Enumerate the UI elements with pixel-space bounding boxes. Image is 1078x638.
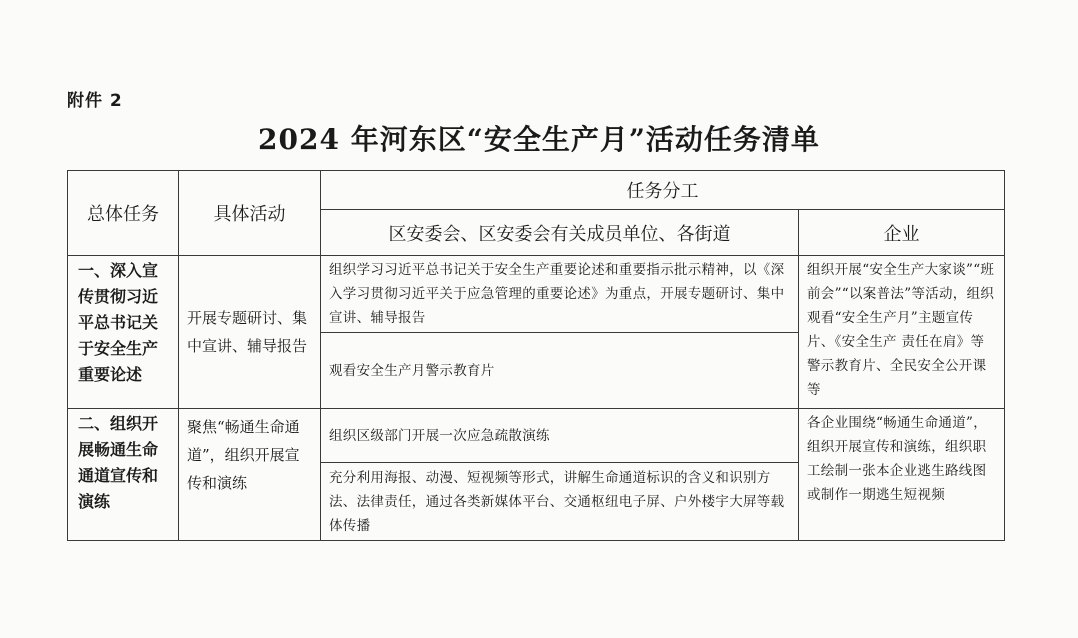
header-specific-activity: 具体活动 — [179, 171, 321, 256]
attachment-label: 附件 2 — [67, 91, 123, 111]
enterprise-task-cell: 组织开展“安全生产大家谈”“班前会”“以案普法”等活动，组织观看“安全生产月”主题宣传片、《安全生产 责任在肩》等警示教育片、全民安全公开课等 — [799, 256, 1005, 409]
specific-activity-cell: 聚焦“畅通生命通道”，组织开展宣传和演练 — [179, 409, 321, 541]
overall-task-cell: 二、组织开展畅通生命通道宣传和演练 — [68, 409, 179, 541]
district-task-cell: 组织学习习近平总书记关于安全生产重要论述和重要指示批示精神，以《深入学习贯彻习近平关于应急管理的重要论述》为重点，开展专题研讨、集中宣讲、辅导报告 — [321, 256, 799, 333]
district-task-cell: 充分利用海报、动漫、短视频等形式，讲解生命通道标识的含义和识别方法、法律责任，通过各类新媒体平台、交通枢纽电子屏、户外楼宇大屏等载体传播 — [321, 463, 799, 541]
header-overall-task: 总体任务 — [68, 171, 179, 256]
specific-activity-cell: 开展专题研讨、集中宣讲、辅导报告 — [179, 256, 321, 409]
district-task-cell: 观看安全生产月警示教育片 — [321, 333, 799, 409]
enterprise-task-cell: 各企业围绕“畅通生命通道”，组织开展宣传和演练，组织职工绘制一张本企业逃生路线图或制作一期逃生短视频 — [799, 409, 1005, 541]
overall-task-cell: 一、深入宣传贯彻习近平总书记关于安全生产重要论述 — [68, 256, 179, 409]
task-table — [67, 170, 1005, 541]
header-enterprise: 企业 — [799, 210, 1005, 256]
table-row — [68, 256, 1005, 333]
header-district-units: 区安委会、区安委会有关成员单位、各街道 — [321, 210, 799, 256]
district-task-cell: 组织区级部门开展一次应急疏散演练 — [321, 409, 799, 463]
table-row — [68, 409, 1005, 463]
header-task-division: 任务分工 — [321, 171, 1005, 210]
page-title: 2024 年河东区“安全生产月”活动任务清单 — [258, 123, 820, 156]
